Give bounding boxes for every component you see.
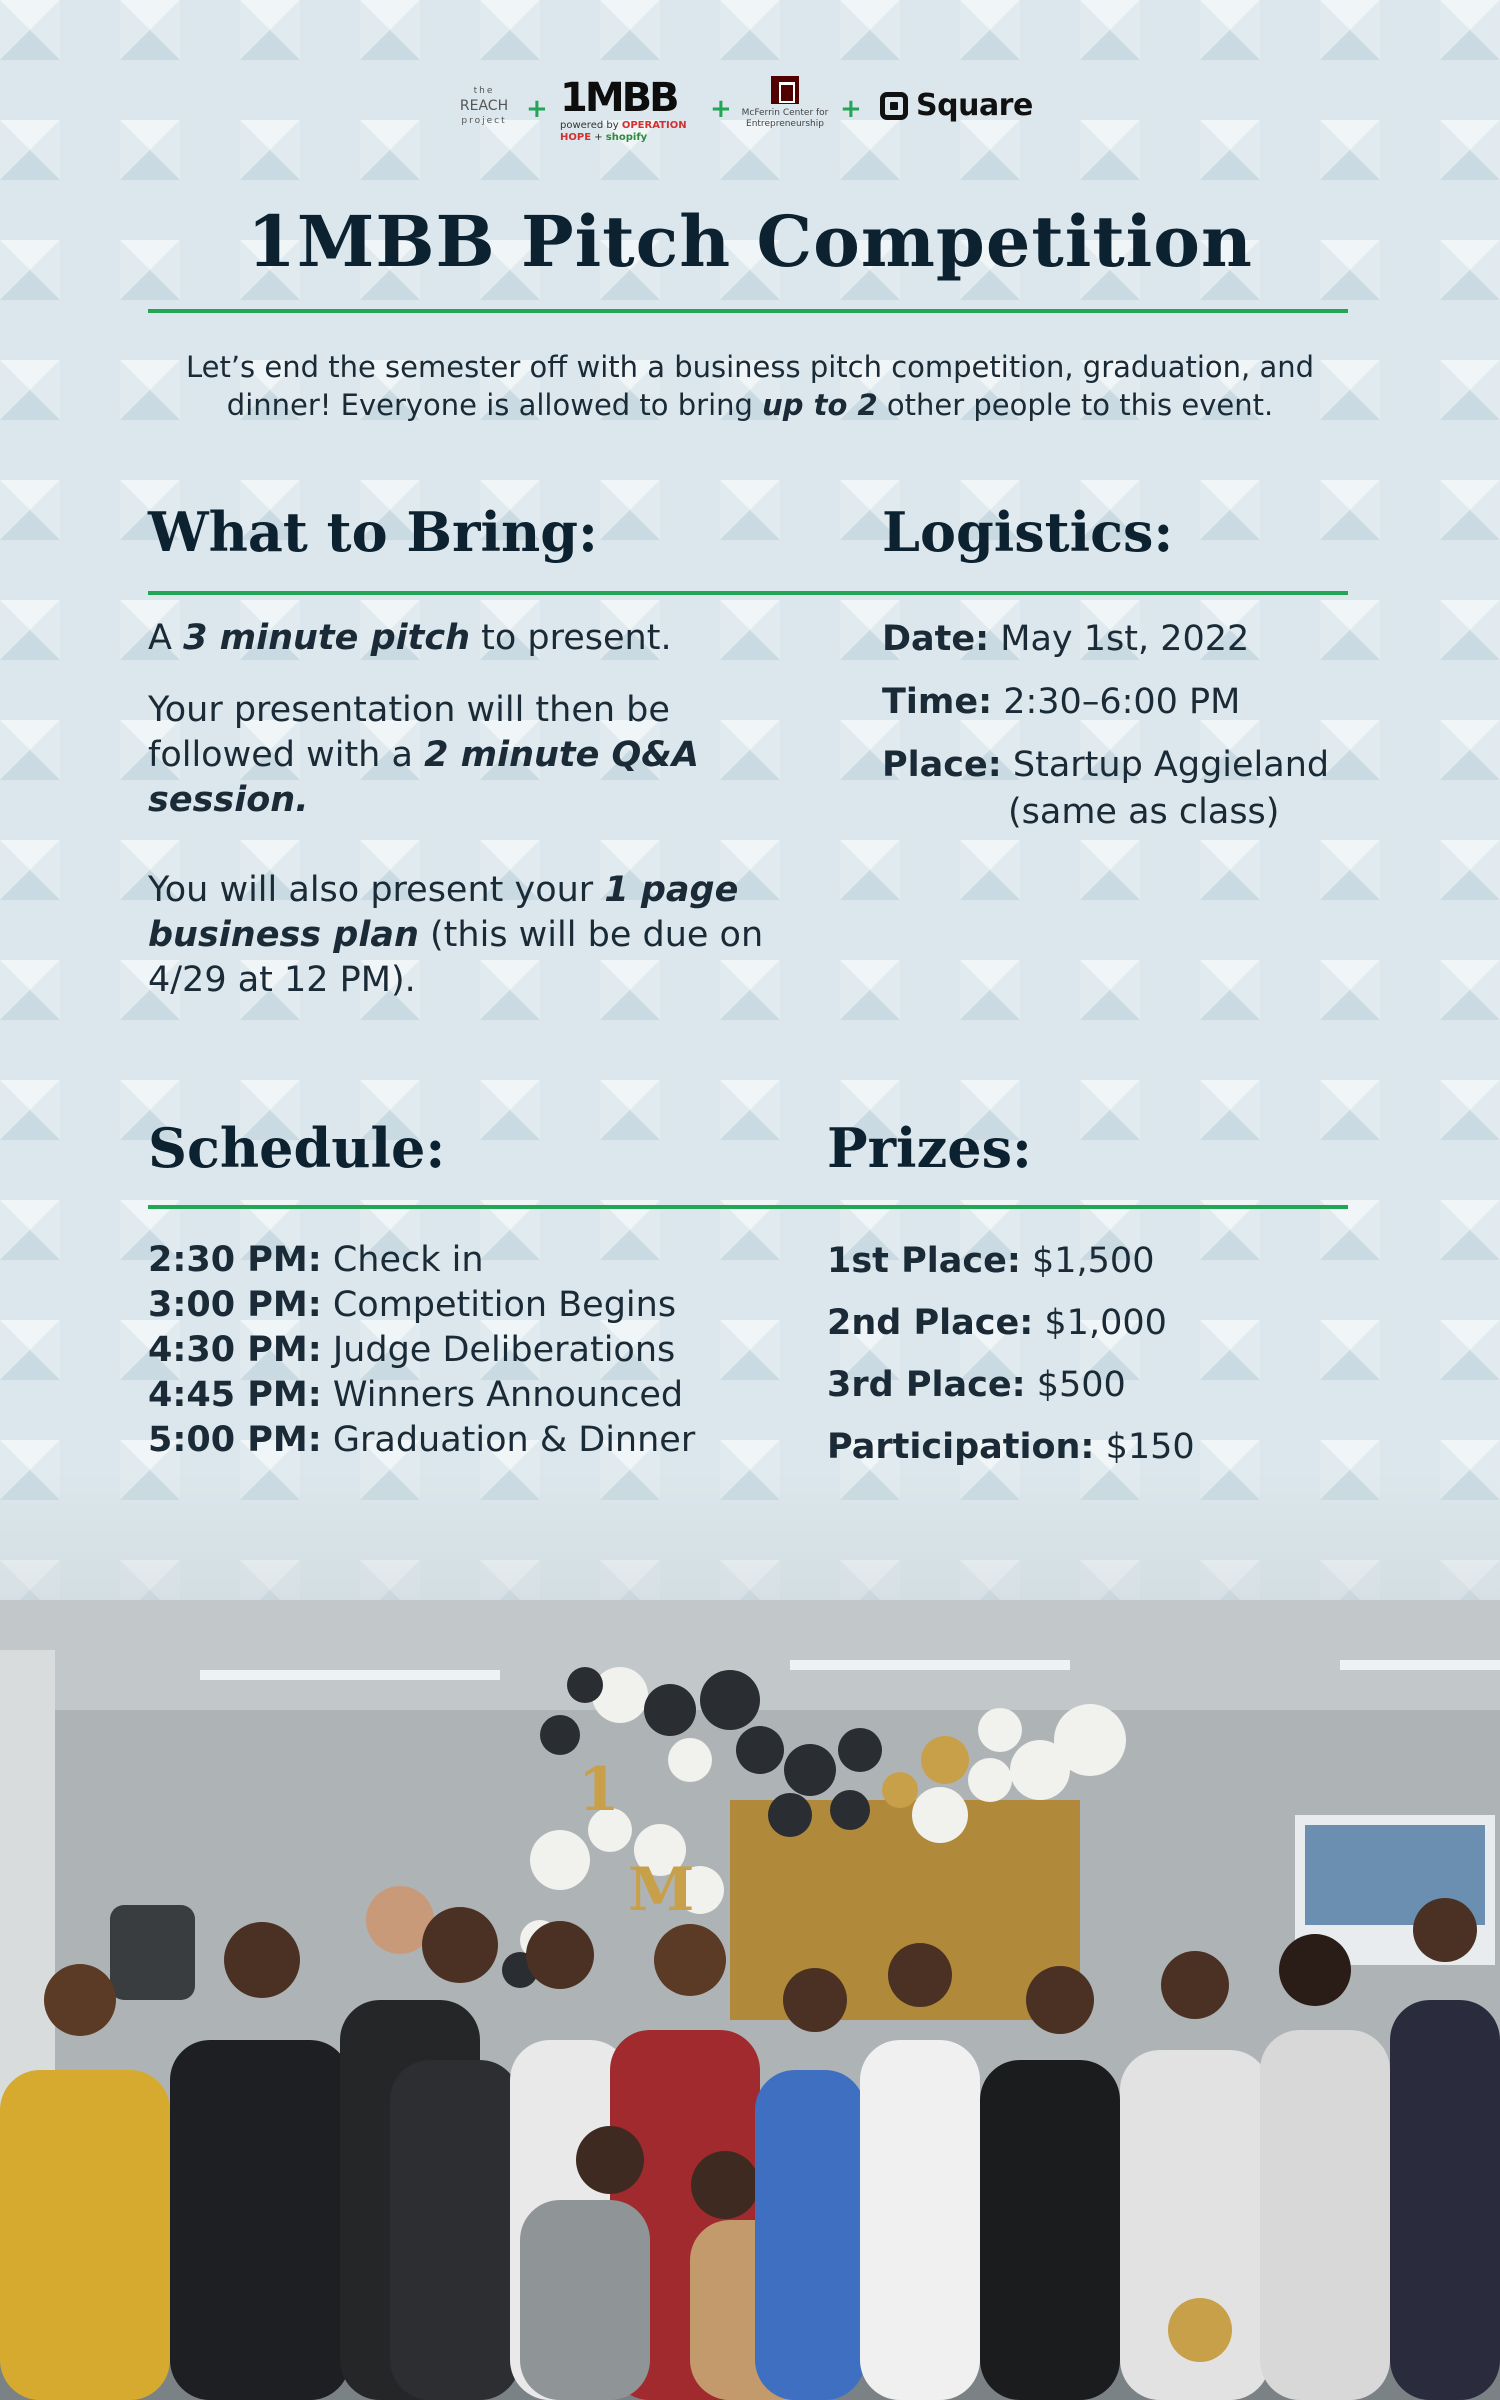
schedule-prizes-divider bbox=[148, 1205, 1348, 1209]
powered-by-text: powered by bbox=[560, 120, 619, 131]
balloon-number: 1 bbox=[578, 1755, 620, 1825]
plus-separator: + bbox=[840, 94, 862, 124]
prizes-list bbox=[827, 1238, 1347, 1471]
schedule-item: 3:00 PM: Competition Begins bbox=[148, 1285, 677, 1325]
intro-line-2-start: dinner! Everyone is allowed to bring bbox=[226, 388, 763, 422]
balloon-letter: M bbox=[628, 1855, 695, 1925]
prizes-heading: Prizes: bbox=[827, 1116, 1032, 1180]
1mbb-sponsors bbox=[560, 120, 700, 144]
place-note: (same as class) bbox=[1008, 792, 1280, 832]
title-divider bbox=[148, 309, 1348, 313]
intro-guest-limit: up to 2 bbox=[762, 388, 878, 422]
intro-line-1: Let’s end the semester off with a business pitch competition, graduation, and bbox=[185, 350, 1315, 384]
what-to-bring-list bbox=[148, 616, 788, 1030]
prize-item: 2nd Place: $1,000 bbox=[827, 1303, 1167, 1343]
page-title: 1MBB Pitch Competition bbox=[247, 200, 1253, 283]
logistics-place: Place: Startup Aggieland (same as class) bbox=[882, 742, 1352, 836]
square-logo bbox=[880, 88, 1033, 123]
intro-line-2-end: other people to this event. bbox=[877, 388, 1274, 422]
schedule-item: 5:00 PM: Graduation & Dinner bbox=[148, 1420, 696, 1460]
group-photo bbox=[0, 1600, 1500, 2400]
logistics-time: Time: 2:30–6:00 PM bbox=[882, 682, 1241, 722]
mcferrin-center-logo bbox=[740, 76, 830, 130]
plus-separator: + bbox=[526, 94, 548, 124]
reach-sub-text: project bbox=[461, 116, 507, 126]
what-to-bring-heading: What to Bring: bbox=[148, 500, 598, 564]
logistics-heading: Logistics: bbox=[882, 500, 1174, 564]
reach-small-text: the bbox=[473, 86, 495, 96]
logistics-details bbox=[882, 616, 1352, 836]
schedule-item: 2:30 PM: Check in bbox=[148, 1240, 484, 1280]
atm-icon bbox=[771, 76, 799, 104]
prize-item: 1st Place: $1,500 bbox=[827, 1241, 1155, 1281]
bring-business-plan: You will also present your 1 page business plan (this will be due on 4/29 at 12 PM). bbox=[148, 870, 764, 1000]
shopify-text: shopify bbox=[605, 132, 648, 143]
schedule-item: 4:30 PM: Judge Deliberations bbox=[148, 1330, 676, 1370]
square-wordmark: Square bbox=[916, 88, 1033, 123]
bring-qa: Your presentation will then be followed with a 2 minute Q&A session. bbox=[148, 690, 699, 820]
bring-logistics-divider bbox=[148, 591, 1348, 595]
group-photo-illustration bbox=[0, 1600, 1500, 2400]
bring-pitch: A 3 minute pitch to present. bbox=[148, 618, 672, 658]
sponsor-logos bbox=[0, 76, 1500, 146]
prize-item: Participation: $150 bbox=[827, 1427, 1195, 1467]
logistics-date: Date: May 1st, 2022 bbox=[882, 619, 1250, 659]
operation-hope-text: OPERATION HOPE bbox=[560, 120, 687, 143]
schedule-item: 4:45 PM: Winners Announced bbox=[148, 1375, 684, 1415]
schedule-list bbox=[148, 1238, 768, 1463]
square-icon bbox=[880, 92, 908, 120]
prize-item: 3rd Place: $500 bbox=[827, 1365, 1126, 1405]
1mbb-wordmark: 1MBB bbox=[560, 75, 677, 121]
reach-main-text: REACH bbox=[459, 98, 509, 114]
intro-text bbox=[140, 348, 1360, 424]
plus-separator: + bbox=[710, 94, 732, 124]
sponsor-plus: + bbox=[594, 132, 603, 143]
mcferrin-text: McFerrin Center for Entrepreneurship bbox=[741, 108, 829, 129]
1mbb-logo bbox=[560, 76, 700, 144]
reach-project-logo bbox=[452, 84, 516, 129]
schedule-heading: Schedule: bbox=[148, 1116, 446, 1180]
